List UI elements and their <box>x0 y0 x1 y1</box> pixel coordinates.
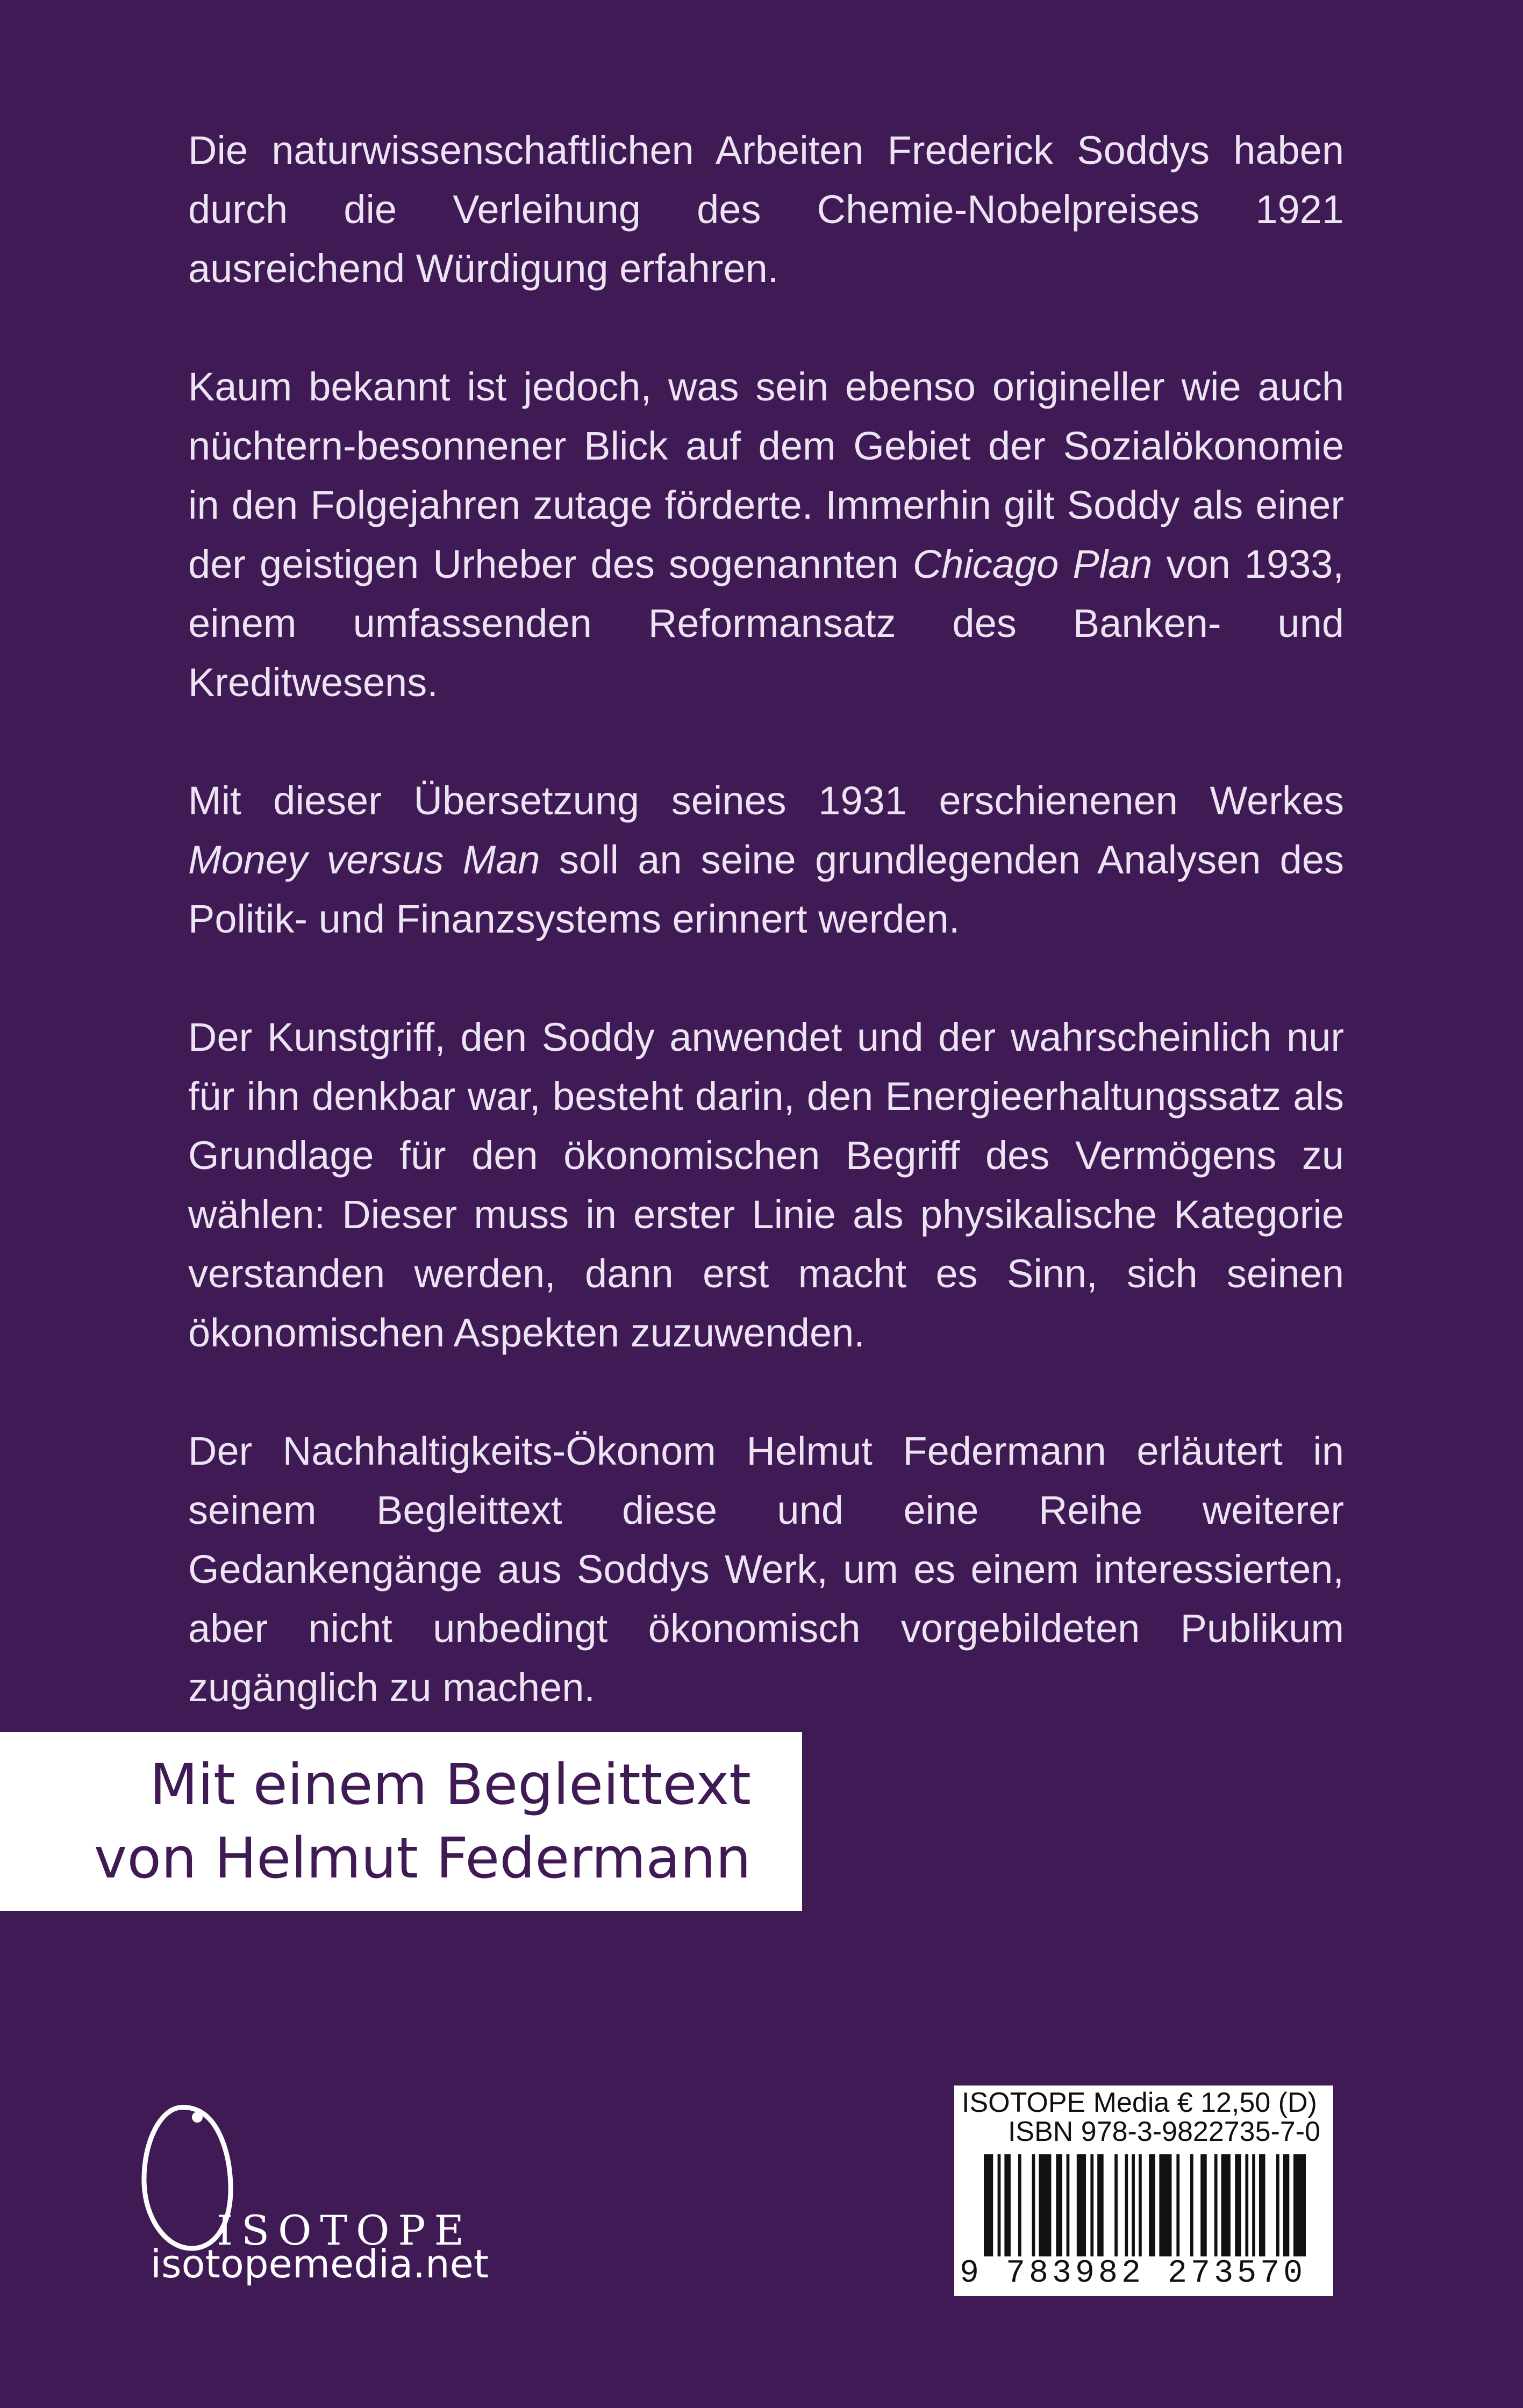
book-title-money-versus-man: Money versus Man <box>188 837 540 882</box>
banner-line-1: Mit einem Begleittext <box>149 1752 751 1817</box>
isbn-number: ISBN 978-3-9822735-7-0 <box>1007 2116 1320 2147</box>
publisher-price: ISOTOPE Media € 12,50 (D) <box>962 2087 1317 2118</box>
blurb-paragraph-2 <box>188 357 1344 712</box>
blurb-paragraph-5: Der Nachhaltigkeits-Ökonom Helmut Federmann erläutert in seinem Begleittext diese und eine Reihe weiterer Gedankengänge aus Soddys Werk, um es einem interessierten, aber nicht unbedingt ökonomisch vorgebildeten Publikum zugänglich zu machen. <box>188 1429 1344 1710</box>
blurb-paragraph-4: Der Kunstgriff, den Soddy anwendet und der wahrscheinlich nur für ihn denkbar war, besteht darin, den Energieerhaltungssatz als Grundlage für den ökonomischen Begriff des Vermögens zu wählen: Dieser muss in erster Linie als physikalische Kategorie verstanden werden, dann erst macht es Sinn, sich seinen ökonomischen Aspekten zuzuwenden. <box>188 1015 1344 1355</box>
publisher-url: isotopemedia.net <box>151 2241 489 2287</box>
banner-line-2: von Helmut Federmann <box>94 1825 751 1891</box>
isbn-barcode-box <box>954 2086 1333 2296</box>
barcode-digits: 9 783982 273570 <box>960 2255 1307 2292</box>
chicago-plan-title: Chicago Plan <box>912 542 1153 586</box>
barcode-icon <box>984 2154 1306 2262</box>
blurb-p2-text-a: Kaum bekannt ist jedoch, was sein ebenso origineller wie auch nüchtern-besonnener Blick auf dem Gebiet der Sozialökonomie in den Folgejahren zutage förderte. Immerhin gilt Soddy als einer der geistigen Urheber des sogenannten <box>188 364 1344 586</box>
blurb-p2-text-b: von 1933, einem umfassenden Reformansatz des Banken- und Kreditwesens. <box>188 542 1344 705</box>
blurb-p3-text-b: soll an seine grundlegenden Analysen des Politik- und Finanzsystems erinnert werden. <box>188 837 1344 941</box>
isotope-logo <box>137 2099 546 2260</box>
isotope-logo-word: ISOTOPE <box>217 2206 473 2254</box>
blurb-p3-text-a: Mit dieser Übersetzung seines 1931 erschienenen Werkes <box>188 778 1344 823</box>
blurb-paragraph-3 <box>188 771 1344 949</box>
blurb-paragraph-1: Die naturwissenschaftlichen Arbeiten Frederick Soddys haben durch die Verleihung des Chemie-Nobelpreises 1921 ausreichend Würdigung erfahren. <box>188 128 1344 291</box>
blurb-text <box>188 121 1344 1717</box>
companion-text-banner <box>0 1732 802 1911</box>
